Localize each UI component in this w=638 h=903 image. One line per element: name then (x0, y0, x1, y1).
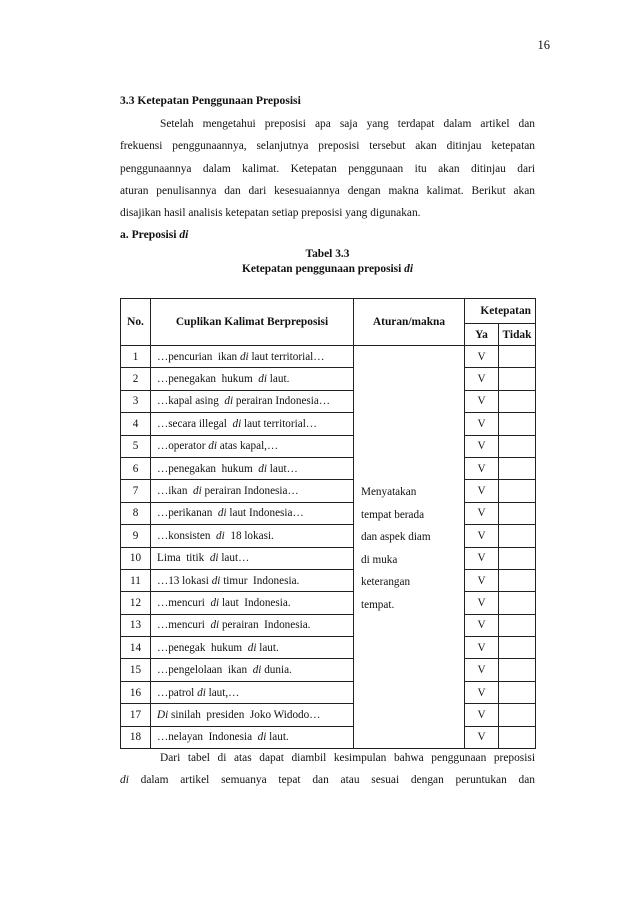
cuplikan-pre: …secara illegal (157, 417, 233, 430)
cuplikan-pre: …pencurian ikan (157, 350, 240, 363)
cuplikan-pre: …perikanan (157, 507, 218, 520)
table-row (121, 569, 536, 591)
cuplikan-post: laut. (266, 731, 289, 744)
cell-ya: V (465, 525, 499, 547)
table-row (121, 368, 536, 390)
cell-cuplikan (151, 435, 354, 457)
cell-no: 10 (121, 547, 151, 569)
cuplikan-preposition: di (232, 417, 242, 430)
cell-ya: V (465, 637, 499, 659)
cell-no: 7 (121, 480, 151, 502)
cell-no: 1 (121, 346, 151, 368)
cell-no: 16 (121, 681, 151, 703)
cuplikan-post: laut territorial… (241, 417, 317, 430)
cell-ya: V (465, 480, 499, 502)
cell-no: 14 (121, 637, 151, 659)
table-row (121, 637, 536, 659)
table-row (121, 525, 536, 547)
subheading (120, 228, 188, 241)
cell-tidak (499, 413, 536, 435)
cell-no: 18 (121, 726, 151, 748)
header-aturan: Aturan/makna (354, 299, 465, 346)
cell-tidak (499, 346, 536, 368)
cuplikan-post: laut Indonesia. (219, 596, 291, 609)
table-row (121, 681, 536, 703)
cell-tidak (499, 435, 536, 457)
closing-line (120, 769, 535, 791)
cuplikan-post: perairan Indonesia… (233, 395, 331, 408)
cuplikan-post: laut. (267, 373, 290, 386)
aturan-line: di muka (361, 553, 398, 566)
cell-tidak (499, 704, 536, 726)
cell-cuplikan (151, 368, 354, 390)
cell-no: 17 (121, 704, 151, 726)
cuplikan-preposition: di (197, 686, 206, 699)
table-row (121, 726, 536, 748)
intro-line: frekuensi penggunaannya, selanjutnya preposisi tersebut akan ditinjau ketepatan (120, 140, 535, 153)
cell-tidak (499, 525, 536, 547)
cell-cuplikan (151, 390, 354, 412)
table-row (121, 390, 536, 412)
cell-tidak (499, 368, 536, 390)
cell-tidak (499, 659, 536, 681)
cuplikan-preposition: di (258, 462, 267, 475)
cuplikan-preposition: di (209, 552, 219, 565)
cell-cuplikan (151, 547, 354, 569)
cell-tidak (499, 502, 536, 524)
cell-cuplikan (151, 681, 354, 703)
table-row (121, 457, 536, 479)
cell-cuplikan (151, 726, 354, 748)
cuplikan-preposition: di (211, 574, 221, 587)
cuplikan-preposition: di (257, 731, 267, 744)
cuplikan-preposition: di (210, 596, 220, 609)
cuplikan-preposition: di (217, 507, 227, 520)
cuplikan-pre: …penegak hukum (157, 641, 248, 654)
cuplikan-post: laut territorial… (248, 350, 325, 363)
subheading-text: a. Preposisi (120, 228, 180, 241)
cuplikan-preposition: di (216, 529, 225, 542)
cell-no: 4 (121, 413, 151, 435)
table-row (121, 547, 536, 569)
caption-italic: di (404, 263, 413, 275)
cuplikan-post: laut… (267, 462, 298, 475)
cuplikan-pre: …penegakan hukum (157, 373, 259, 386)
cuplikan-post: perairan Indonesia. (219, 619, 311, 632)
closing-text: dalam artikel semuanya tepat dan atau sesuai dengan peruntukan dan (128, 774, 535, 787)
intro-line: disajikan hasil analisis ketepatan setiap preposisi yang digunakan. (120, 207, 421, 220)
aturan-line: dan aspek diam (361, 531, 431, 544)
cuplikan-pre: …patrol (157, 686, 198, 699)
cell-ya: V (465, 368, 499, 390)
cell-ya: V (465, 435, 499, 457)
caption-text: Ketepatan penggunaan preposisi (241, 263, 405, 275)
table-caption-number: Tabel 3.3 (305, 248, 350, 260)
closing-line: Dari tabel di atas dapat diambil kesimpulan bahwa penggunaan preposisi (160, 752, 535, 764)
cuplikan-pre: …konsisten (157, 529, 217, 542)
cell-ya: V (465, 681, 499, 703)
cell-ya: V (465, 413, 499, 435)
aturan-line: keterangan (361, 576, 411, 589)
table-row (121, 659, 536, 681)
cell-ya: V (465, 726, 499, 748)
cell-ya: V (465, 457, 499, 479)
intro-line: penggunaannya dalam kalimat. Ketepatan penggunaan itu akan ditinjau dari (120, 162, 535, 175)
cuplikan-pre: Lima titik (157, 552, 210, 565)
cell-tidak (499, 637, 536, 659)
cell-cuplikan (151, 502, 354, 524)
cuplikan-post: laut. (256, 641, 279, 654)
aturan-line: tempat berada (361, 508, 425, 521)
cell-cuplikan (151, 614, 354, 636)
cuplikan-preposition: di (247, 641, 257, 654)
cell-cuplikan (151, 525, 354, 547)
cuplikan-pre: …penegakan hukum (157, 462, 259, 475)
header-ya: Ya (465, 324, 499, 346)
cell-no: 6 (121, 457, 151, 479)
cell-tidak (499, 390, 536, 412)
cuplikan-post: atas kapal,… (216, 440, 279, 453)
cell-tidak (499, 480, 536, 502)
subheading-italic: di (179, 228, 189, 241)
intro-paragraph (120, 113, 535, 224)
cuplikan-post: dunia. (261, 664, 292, 677)
cuplikan-preposition: di (210, 619, 220, 632)
table-row (121, 435, 536, 457)
cell-ya: V (465, 502, 499, 524)
cuplikan-pre: …mencuri (157, 596, 211, 609)
preposition-table (120, 298, 536, 749)
cell-cuplikan (151, 592, 354, 614)
header-no: No. (121, 299, 151, 346)
cuplikan-post: timur Indonesia. (220, 574, 300, 587)
cell-ya: V (465, 614, 499, 636)
cell-no: 13 (121, 614, 151, 636)
cell-tidak (499, 681, 536, 703)
cell-ya: V (465, 704, 499, 726)
cell-no: 8 (121, 502, 151, 524)
cuplikan-preposition: Di (157, 708, 169, 721)
cell-cuplikan (151, 413, 354, 435)
cuplikan-post: 18 lokasi. (224, 529, 274, 542)
cell-cuplikan (151, 704, 354, 726)
cell-ya: V (465, 346, 499, 368)
cuplikan-pre: …kapal asing (157, 395, 225, 408)
table-row (121, 413, 536, 435)
cell-cuplikan (151, 346, 354, 368)
cell-ya: V (465, 592, 499, 614)
cell-tidak (499, 457, 536, 479)
cuplikan-post: laut… (218, 552, 250, 565)
aturan-text (354, 346, 464, 617)
cell-cuplikan (151, 569, 354, 591)
cuplikan-preposition: di (224, 395, 234, 408)
section-heading: 3.3 Ketepatan Penggunaan Preposisi (120, 94, 301, 107)
cell-no: 3 (121, 390, 151, 412)
header-ketepatan: Ketepatan (465, 299, 536, 324)
intro-line: aturan penulisannya dan dari kesesuaiannya dengan makna kalimat. Berikut akan (120, 184, 535, 197)
cell-no: 5 (121, 435, 151, 457)
cuplikan-preposition: di (208, 440, 217, 453)
cuplikan-post: laut Indonesia… (226, 507, 304, 520)
cuplikan-pre: …operator (157, 440, 209, 453)
cell-no: 2 (121, 368, 151, 390)
cell-no: 11 (121, 569, 151, 591)
cuplikan-pre: …pengelolaan ikan (157, 664, 253, 677)
table-row (121, 346, 536, 368)
table-caption-title (120, 262, 535, 278)
cuplikan-preposition: di (193, 485, 202, 498)
cuplikan-post: perairan Indonesia… (201, 485, 299, 498)
table-row (121, 592, 536, 614)
table-row (121, 614, 536, 636)
cell-aturan (354, 346, 465, 749)
cuplikan-pre: …mencuri (157, 619, 211, 632)
cell-no: 12 (121, 592, 151, 614)
header-cuplikan: Cuplikan Kalimat Berpreposisi (151, 299, 354, 346)
cuplikan-preposition: di (239, 350, 249, 363)
cell-cuplikan (151, 457, 354, 479)
cuplikan-preposition: di (252, 664, 262, 677)
page-number: 16 (537, 38, 550, 52)
cell-ya: V (465, 659, 499, 681)
cell-cuplikan (151, 659, 354, 681)
cuplikan-pre: …13 lokasi (157, 574, 212, 587)
cell-tidak (499, 592, 536, 614)
cell-tidak (499, 726, 536, 748)
cell-tidak (499, 569, 536, 591)
cell-ya: V (465, 390, 499, 412)
table-row (121, 480, 536, 502)
cell-tidak (499, 614, 536, 636)
aturan-line: Menyatakan (361, 486, 417, 498)
cell-tidak (499, 547, 536, 569)
intro-line: Setelah mengetahui preposisi apa saja yang terdapat dalam artikel dan (160, 118, 535, 130)
cuplikan-pre: …nelayan Indonesia (157, 731, 258, 744)
header-tidak: Tidak (499, 324, 536, 346)
cuplikan-preposition: di (258, 373, 267, 386)
cell-ya: V (465, 547, 499, 569)
cell-ya: V (465, 569, 499, 591)
cell-no: 15 (121, 659, 151, 681)
cell-cuplikan (151, 637, 354, 659)
closing-italic: di (120, 774, 129, 787)
closing-paragraph (120, 747, 535, 792)
cuplikan-post: laut,… (205, 686, 240, 699)
cuplikan-pre: …ikan (157, 485, 194, 498)
cuplikan-post: sinilah presiden Joko Widodo… (168, 708, 321, 721)
aturan-line: tempat. (361, 598, 395, 611)
cell-no: 9 (121, 525, 151, 547)
cell-cuplikan (151, 480, 354, 502)
table-row (121, 704, 536, 726)
table-row (121, 502, 536, 524)
